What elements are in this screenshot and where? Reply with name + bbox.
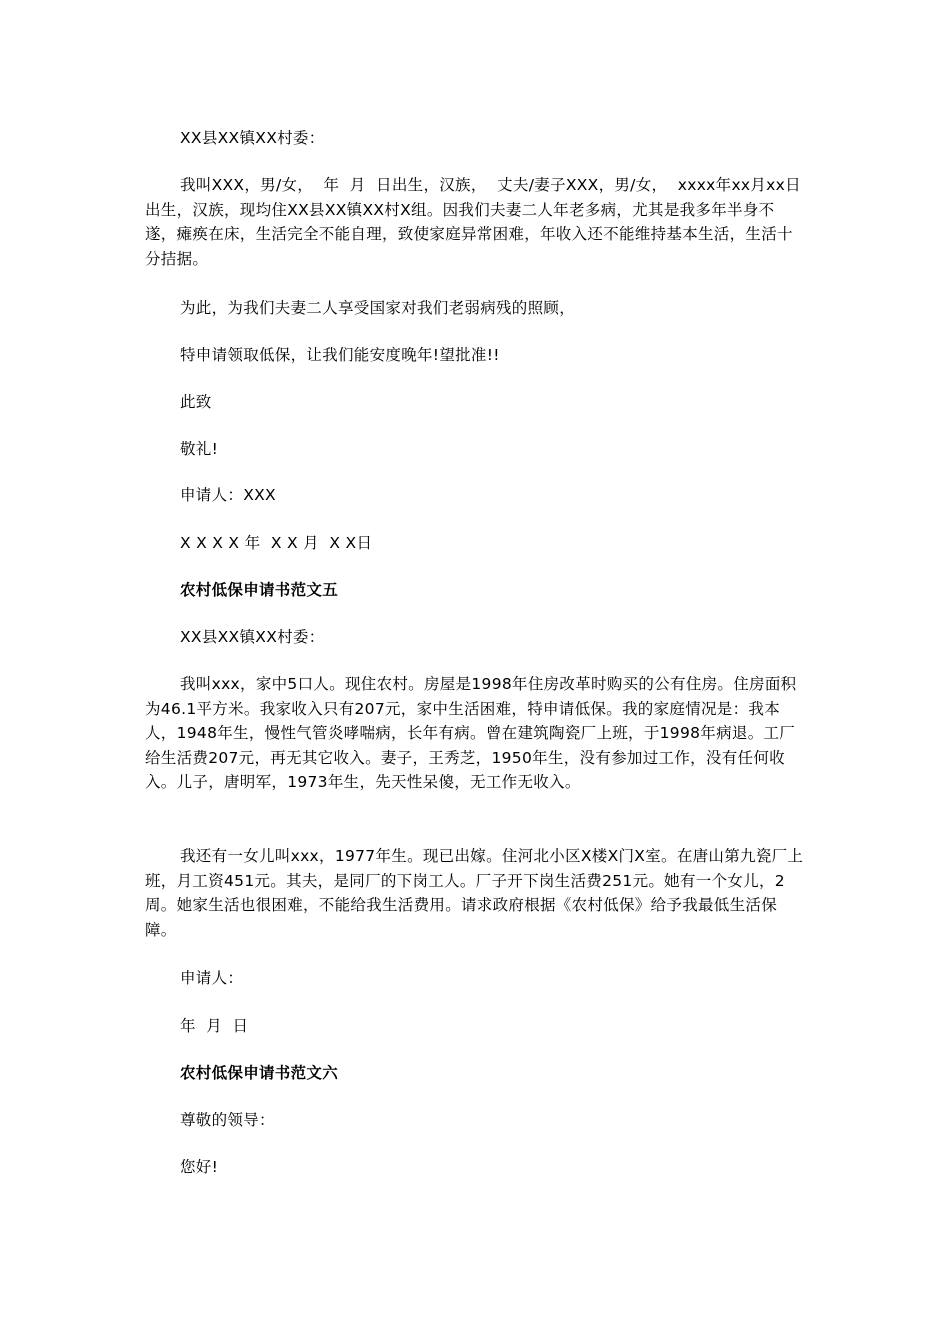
body-paragraph-household-details: 我叫xxx，家中5口人。现住农村。房屋是1998年住房改革时购买的公有住房。住房面积为46.1平方米。我家收入只有207元，家中生活困难，特申请低保。我的家庭情况是：我本人，1948年生，慢性气管炎哮喘病，长年有病。曾在建筑陶瓷厂上班，于1998年病退。工厂给生活费207元，再无其它收入。妻子，王秀芝，1950年生，没有参加过工作，没有任何收入。儿子，唐明军，1973年生，先天性呆傻，无工作无收入。	[145, 675, 797, 791]
body-paragraph-apply-allowance: 特申请领取低保，让我们能安度晚年!望批准!!	[180, 346, 500, 364]
applicant-signature-2: 申请人：	[180, 969, 244, 987]
signature-date-2: 年 月 日	[180, 1017, 249, 1035]
body-paragraph-family-situation: 我叫XXX，男/女， 年 月 日出生，汉族， 丈夫/妻子XXX，男/女， xxxx年xx月xx日出生，汉族，现均住XX县XX镇XX村X组。因我们夫妻二人年老多病，尤其是我多年半身不遂，瘫痪在床，生活完全不能自理，致使家庭异常困难，年收入还不能维持基本生活，生活十分拮据。	[145, 176, 801, 268]
salutation-village-committee-2: XX县XX镇XX村委：	[180, 628, 325, 646]
section-heading-sample-six: 农村低保申请书范文六	[180, 1064, 339, 1082]
body-paragraph-daughter-details: 我还有一女儿叫xxx，1977年生。现已出嫁。住河北小区X楼X门X室。在唐山第九瓷厂上班，月工资451元。其夫，是同厂的下岗工人。厂子开下岗生活费251元。她有一个女儿，2周。她家生活也很困难，不能给我生活费用。请求政府根据《农村低保》给予我最低生活保障。	[145, 847, 804, 939]
greeting-hello: 您好!	[180, 1158, 219, 1176]
closing-cizhi: 此致	[180, 393, 212, 411]
salutation-village-committee: XX县XX镇XX村委：	[180, 129, 325, 147]
signature-date: X X X X 年 X X 月 X X日	[180, 534, 373, 552]
body-paragraph-request-care: 为此，为我们夫妻二人享受国家对我们老弱病残的照顾，	[180, 299, 576, 317]
salutation-leaders: 尊敬的领导：	[180, 1111, 275, 1129]
section-heading-sample-five: 农村低保申请书范文五	[180, 581, 339, 599]
closing-jingli: 敬礼!	[180, 440, 219, 458]
applicant-signature: 申请人：XXX	[180, 486, 276, 504]
